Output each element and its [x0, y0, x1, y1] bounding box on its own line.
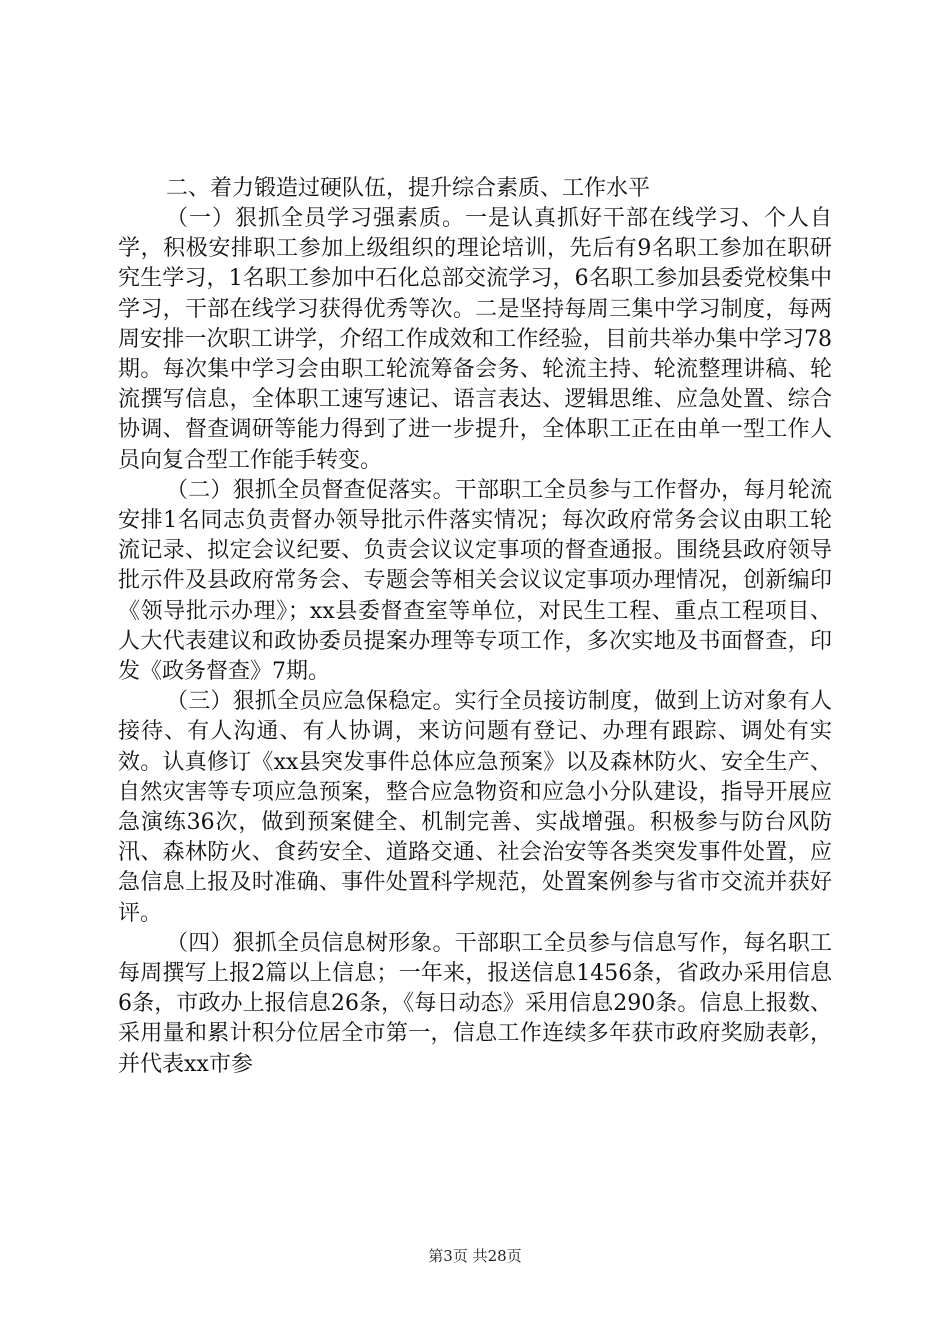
document-body: [118, 174, 832, 1080]
paragraph-information: （四）狠抓全员信息树形象。干部职工全员参与信息写作，每名职工每周撰写上报2篇以上信息；一年来，报送信息1456条，省政办采用信息6条，市政办上报信息26条，《每日动态》采用信息290条。信息上报数、采用量和累计积分位居全市第一，信息工作连续多年获市政府奖励表彰，并代表xx市参: [118, 930, 832, 1077]
paragraph-study: （一）狠抓全员学习强素质。一是认真抓好干部在线学习、个人自学，积极安排职工参加上级组织的理论培训，先后有9名职工参加在职研究生学习，1名职工参加中石化总部交流学习，6名职工参加县委党校集中学习，干部在线学习获得优秀等次。二是坚持每周三集中学习制度，每两周安排一次职工讲学，介绍工作成效和工作经验，目前共举办集中学习78期。每次集中学习会由职工轮流筹备会务、轮流主持、轮流整理讲稿、轮流撰写信息，全体职工速写速记、语言表达、逻辑思维、应急处置、综合协调、督查调研等能力得到了进一步提升，全体职工正在由单一型工作人员向复合型工作能手转变。: [118, 206, 832, 473]
page-footer: 第3页 共28页: [428, 1247, 522, 1265]
section-heading: 二、着力锻造过硬队伍，提升综合素质、工作水平: [166, 176, 651, 201]
paragraph-emergency: （三）狠抓全员应急保稳定。实行全员接访制度，做到上访对象有人接待、有人沟通、有人协调，来访问题有登记、办理有跟踪、调处有实效。认真修订《xx县突发事件总体应急预案》以及森林防火、安全生产、自然灾害等专项应急预案，整合应急物资和应急小分队建设，指导开展应急演练36次，做到预案健全、机制完善、实战增强。积极参与防台风防汛、森林防火、食药安全、道路交通、社会治安等各类突发事件处置，应急信息上报及时准确、事件处置科学规范，处置案例参与省市交流并获好评。: [118, 689, 832, 926]
paragraph-supervision: （二）狠抓全员督查促落实。干部职工全员参与工作督办，每月轮流安排1名同志负责督办领导批示件落实情况；每次政府常务会议由职工轮流记录、拟定会议纪要、负责会议议定事项的督查通报。围绕县政府领导批示件及县政府常务会、专题会等相关会议议定事项办理情况，创新编印《领导批示办理》；xx县委督查室等单位，对民生工程、重点工程项目、人大代表建议和政协委员提案办理等专项工作，多次实地及书面督查，印发《政务督查》7期。: [118, 477, 832, 685]
